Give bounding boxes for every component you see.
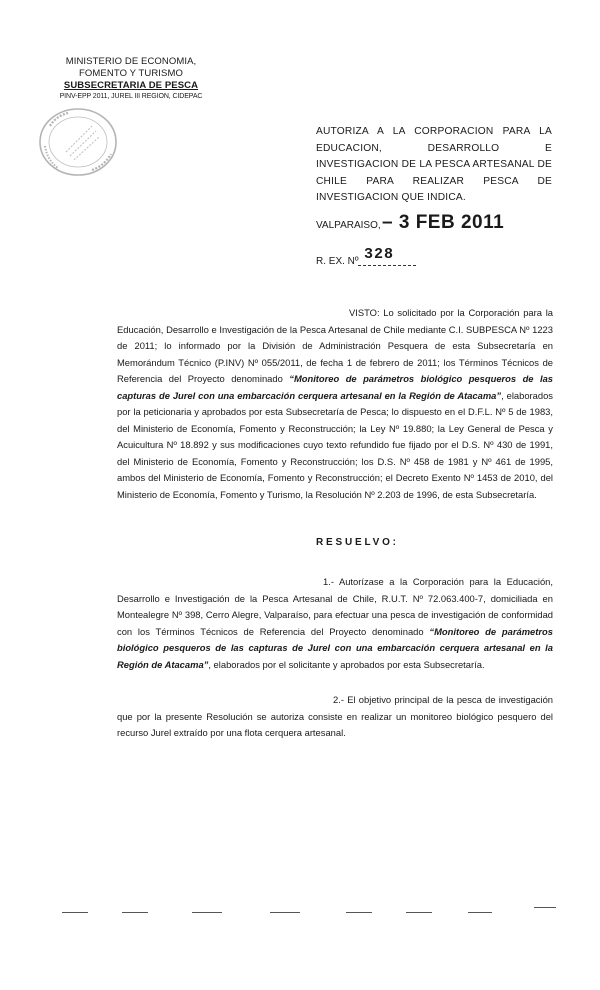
visto-project-name: “Monitoreo de parámetros biológico pesqueros de las capturas de Jurel con una embarcación cerquera artesanal en la Región de Atacama” <box>117 373 553 401</box>
point-1-text-1: 1.- Autorízase a la Corporación para la Educación, Desarrollo e Investigación de la Pesca Artesanal de Chile, R.U.T. Nº 72.063.400-7, domiciliada en Montealegre Nº 398, Cerro Alegre, Valparaíso, para efectuar una pesca de investigación de conformidad con los Términos Técnicos de Referencia del Proyecto denominado <box>117 576 553 637</box>
resolution-title: AUTORIZA A LA CORPORACION PARA LA EDUCACION, DESARROLLO E INVESTIGACION DE LA PESCA ARTESANAL DE CHILE PARA REALIZAR PESCA DE INVESTIGACION QUE INDICA. <box>316 126 552 203</box>
subsecretaria-name: SUBSECRETARIA DE PESCA <box>63 80 199 91</box>
footer-initial-line <box>346 912 372 913</box>
date-stamp: – 3 FEB 2011 <box>382 212 505 233</box>
ministry-subname: FOMENTO Y TURISMO <box>79 68 183 79</box>
footer-initial-line <box>534 907 556 908</box>
point-2-text: 2.- El objetivo principal de la pesca de investigación que por la presente Resolución se autoriza consiste en realizar un monitoreo biológico pesquero del recurso Jurel extraído por una flota cerquera artesanal. <box>117 694 553 738</box>
visto-paragraph <box>117 305 553 503</box>
point-2-paragraph <box>117 692 553 742</box>
footer-initial-line <box>406 912 432 913</box>
resolution-number-label: R. EX. Nº <box>316 256 359 267</box>
resuelvo-heading: RESUELVO: <box>316 537 399 548</box>
city-name: VALPARAISO, <box>316 220 381 231</box>
footer-initial-line <box>122 912 148 913</box>
resolution-number: 328 <box>364 246 395 263</box>
ministry-name: MINISTERIO DE ECONOMIA, <box>65 56 197 67</box>
point-1-project-name: “Monitoreo de parámetros biológico pesqueros de las capturas de Jurel con una embarcación cerquera artesanal en la Región de Atacama” <box>117 625 553 670</box>
place-and-date <box>316 212 556 236</box>
footer-initial-line <box>468 912 492 913</box>
resolution-number-underline <box>358 265 416 266</box>
footer-initial-line <box>62 912 88 913</box>
visto-text-2: , elaborados por la peticionaria y aprobados por esta Subsecretaría de Pesca; lo dispuesto en el D.F.L. Nº 5 de 1983, del Ministerio de Economía, Fomento y Reconstrucción; la Ley Nº 19.880; la Ley General de Pesca y Acuicultura Nº 18.892 y sus modificaciones cuyo texto refundido fue fijado por el D.S. Nº 430 de 1991, del Ministerio de Economía, Fomento y Reconstrucción; los D.S. Nº 458 de 1981 y Nº 461 de 1995, ambos del Ministerio de Economía, Fomento y Reconstrucción; el Decreto Exento Nº 1453 de 2010, del Ministerio de Economía, Fomento y Turismo, la Resolución Nº 2.203 de 1996, de esta Subsecretaría. <box>117 389 553 500</box>
official-seal-stamp <box>36 104 124 180</box>
footer-initial-line <box>192 912 222 913</box>
ministry-header <box>56 56 206 102</box>
footer-initial-line <box>270 912 300 913</box>
point-1-text-2: , elaborados por el solicitante y aprobados por esta Subsecretaría. <box>208 658 485 670</box>
point-1-paragraph <box>117 574 553 673</box>
visto-text-1: VISTO: Lo solicitado por la Corporación para la Educación, Desarrollo e Investigación de la Pesca Artesanal de Chile mediante C.I. SUBPESCA Nº 1223 de 2011; lo informado por la División de Administración Pesquera de esta Subsecretaría en Memorándum Técnico (P.INV) Nº 055/2011, de fecha 1 de febrero de 2011; los Términos Técnicos de Referencia del Proyecto denominado <box>117 307 553 384</box>
reference-code: PINV-EPP 2011, JUREL III REGION, CIDEPAC <box>59 93 203 100</box>
resolution-number-block <box>316 246 436 272</box>
